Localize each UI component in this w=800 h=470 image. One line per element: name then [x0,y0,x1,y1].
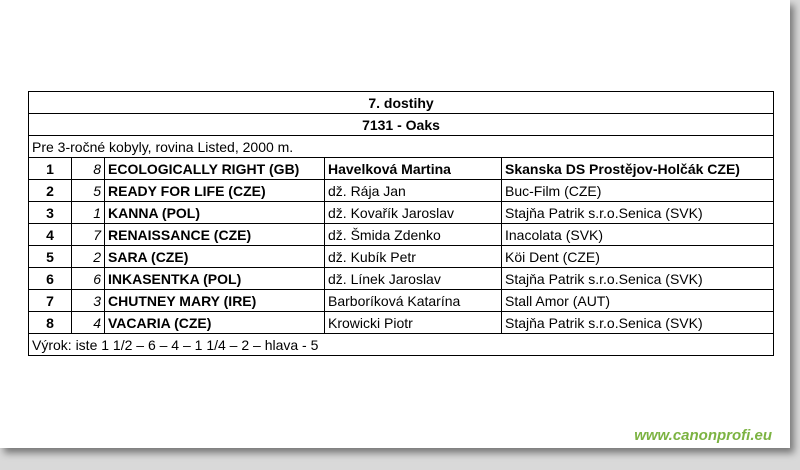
owner-cell: Stall Amor (AUT) [502,290,774,312]
result-row [29,290,774,312]
start-number-cell: 6 [72,268,105,290]
start-number-cell: 1 [72,202,105,224]
place-cell: 7 [29,290,72,312]
start-number-cell: 5 [72,180,105,202]
horse-name-cell: SARA (CZE) [105,246,325,268]
place-cell: 6 [29,268,72,290]
owner-cell: Skanska DS Prostějov-Holčák CZE) [502,158,774,180]
place-cell: 1 [29,158,72,180]
race-title: 7. dostihy [29,92,774,114]
watermark: www.canonprofi.eu [634,427,772,444]
owner-cell: Stajňa Patrik s.r.o.Senica (SVK) [502,268,774,290]
place-cell: 5 [29,246,72,268]
horse-name-cell: RENAISSANCE (CZE) [105,224,325,246]
owner-cell: Inacolata (SVK) [502,224,774,246]
horse-name-cell: KANNA (POL) [105,202,325,224]
place-cell: 2 [29,180,72,202]
verdict-row [29,334,774,356]
start-number-cell: 3 [72,290,105,312]
verdict-text: Výrok: iste 1 1/2 – 6 – 4 – 1 1/4 – 2 – hlava - 5 [29,334,774,356]
horse-name-cell: ECOLOGICALLY RIGHT (GB) [105,158,325,180]
owner-cell: Stajňa Patrik s.r.o.Senica (SVK) [502,312,774,334]
result-row [29,158,774,180]
rider-cell: Havelková Martina [325,158,502,180]
place-cell: 8 [29,312,72,334]
place-cell: 3 [29,202,72,224]
rider-cell: dž. Šmida Zdenko [325,224,502,246]
start-number-cell: 8 [72,158,105,180]
rider-cell: Krowicki Piotr [325,312,502,334]
start-number-cell: 4 [72,312,105,334]
horse-name-cell: INKASENTKA (POL) [105,268,325,290]
owner-cell: Köi Dent (CZE) [502,246,774,268]
result-row [29,224,774,246]
owner-cell: Stajňa Patrik s.r.o.Senica (SVK) [502,202,774,224]
horse-name-cell: CHUTNEY MARY (IRE) [105,290,325,312]
horse-name-cell: VACARIA (CZE) [105,312,325,334]
horse-name-cell: READY FOR LIFE (CZE) [105,180,325,202]
rider-cell: Barboríková Katarína [325,290,502,312]
result-row [29,180,774,202]
race-conditions: Pre 3-ročné kobyly, rovina Listed, 2000 m. [29,136,774,158]
race-results-table [28,91,774,356]
rider-cell: dž. Kovařík Jaroslav [325,202,502,224]
rider-cell: dž. Kubík Petr [325,246,502,268]
place-cell: 4 [29,224,72,246]
result-row [29,246,774,268]
start-number-cell: 2 [72,246,105,268]
rider-cell: dž. Rája Jan [325,180,502,202]
result-row [29,312,774,334]
start-number-cell: 7 [72,224,105,246]
result-row [29,268,774,290]
rider-cell: dž. Línek Jaroslav [325,268,502,290]
race-code-name: 7131 - Oaks [29,114,774,136]
result-row [29,202,774,224]
owner-cell: Buc-Film (CZE) [502,180,774,202]
